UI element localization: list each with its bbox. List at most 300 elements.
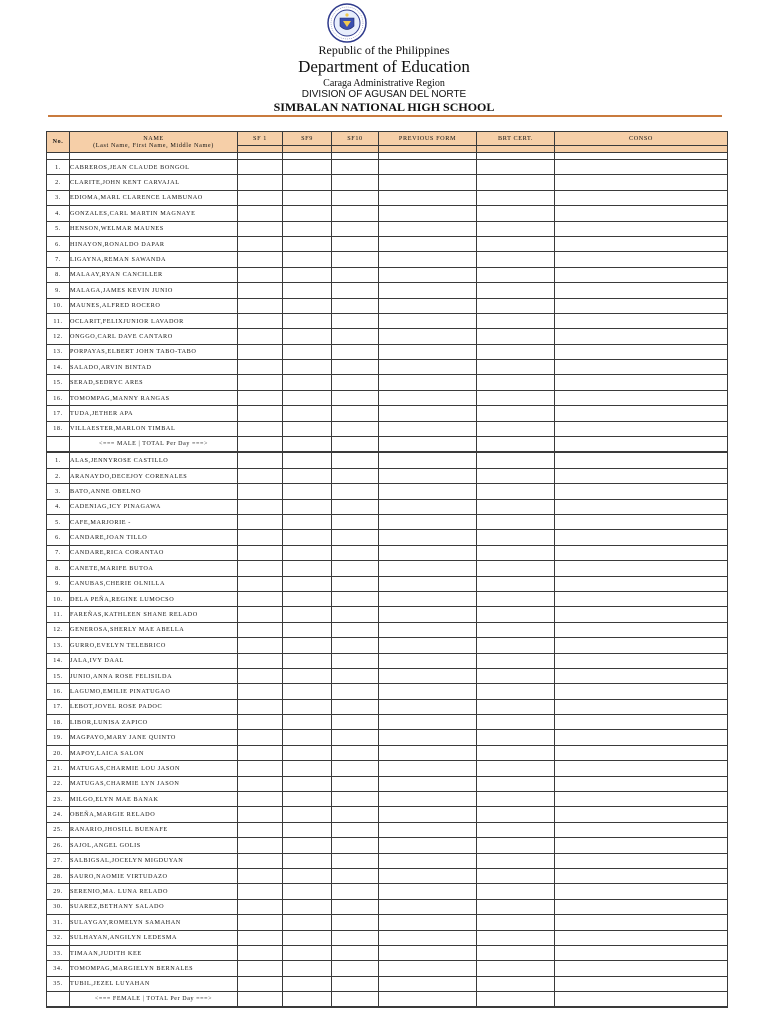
checklist-cell xyxy=(332,484,379,499)
row-number: 26. xyxy=(47,838,70,853)
student-name: ALAS,JENNYROSE CASTILLO xyxy=(70,452,238,468)
checklist-cell xyxy=(555,745,728,760)
checklist-cell xyxy=(555,807,728,822)
column-subheader xyxy=(238,146,283,153)
checklist-cell xyxy=(555,530,728,545)
student-row xyxy=(47,545,728,560)
checklist-cell xyxy=(555,945,728,960)
region-heading: Caraga Administrative Region xyxy=(323,78,445,89)
row-number: 9. xyxy=(47,283,70,298)
checklist-cell xyxy=(477,884,555,899)
checklist-cell xyxy=(238,745,283,760)
checklist-cell xyxy=(555,545,728,560)
checklist-cell xyxy=(477,283,555,298)
student-row xyxy=(47,961,728,976)
checklist-cell xyxy=(283,684,332,699)
total-cell xyxy=(555,992,728,1008)
row-number: 32. xyxy=(47,930,70,945)
checklist-cell xyxy=(238,868,283,883)
checklist-cell xyxy=(283,868,332,883)
checklist-cell xyxy=(555,868,728,883)
student-name: DELA PEÑA,REGINE LUMOCSO xyxy=(70,591,238,606)
row-number: 16. xyxy=(47,390,70,405)
checklist-cell xyxy=(332,915,379,930)
student-name: GONZALES,CARL MARTIN MAGNAYE xyxy=(70,206,238,221)
column-header-name-subtitle: (Last Name, First Name, Middle Name) xyxy=(93,142,214,149)
checklist-cell xyxy=(555,360,728,375)
student-name: SUAREZ,BETHANY SALADO xyxy=(70,899,238,914)
student-row xyxy=(47,576,728,591)
student-row xyxy=(47,838,728,853)
student-name: SALADO,ARVIN BINTAD xyxy=(70,360,238,375)
checklist-cell xyxy=(238,622,283,637)
column-header-name-title: NAME xyxy=(143,135,164,142)
student-name: TOMOMPAG,MARGIELYN BERNALES xyxy=(70,961,238,976)
checklist-cell xyxy=(477,976,555,991)
student-row xyxy=(47,514,728,529)
student-row xyxy=(47,190,728,205)
student-name: SULHAYAN,ANGILYN LEDESMA xyxy=(70,930,238,945)
checklist-cell xyxy=(555,915,728,930)
checklist-cell xyxy=(283,545,332,560)
student-row xyxy=(47,745,728,760)
female-total-row-label: <=== FEMALE | TOTAL Per Day ===> xyxy=(70,992,238,1008)
row-number: 34. xyxy=(47,961,70,976)
checklist-cell xyxy=(332,884,379,899)
checklist-cell xyxy=(477,945,555,960)
checklist-cell xyxy=(477,175,555,190)
checklist-cell xyxy=(332,668,379,683)
checklist-cell xyxy=(283,390,332,405)
checklist-cell xyxy=(477,375,555,390)
total-cell xyxy=(238,992,283,1008)
checklist-cell xyxy=(283,561,332,576)
checklist-cell xyxy=(238,945,283,960)
student-row xyxy=(47,761,728,776)
checklist-cell xyxy=(238,175,283,190)
checklist-cell xyxy=(332,961,379,976)
student-row xyxy=(47,792,728,807)
row-number: 2. xyxy=(47,468,70,483)
student-name: TOMOMPAG,MANNY RANGAS xyxy=(70,390,238,405)
total-cell xyxy=(379,992,477,1008)
checklist-cell xyxy=(332,622,379,637)
student-row xyxy=(47,822,728,837)
checklist-cell xyxy=(238,576,283,591)
department-heading: Department of Education xyxy=(298,57,470,76)
checklist-cell xyxy=(283,976,332,991)
checklist-cell xyxy=(477,514,555,529)
column-header-previous-form: PREVIOUS FORM xyxy=(379,132,477,146)
row-number: 6. xyxy=(47,530,70,545)
student-row xyxy=(47,591,728,606)
checklist-cell xyxy=(238,961,283,976)
checklist-cell xyxy=(555,853,728,868)
student-row xyxy=(47,499,728,514)
checklist-cell xyxy=(379,421,477,436)
checklist-cell xyxy=(379,390,477,405)
checklist-cell xyxy=(283,668,332,683)
checklist-cell xyxy=(555,838,728,853)
checklist-cell xyxy=(238,776,283,791)
student-row xyxy=(47,607,728,622)
checklist-cell xyxy=(238,699,283,714)
student-name: CABREROS,JEAN CLAUDE BONGOL xyxy=(70,160,238,175)
checklist-cell xyxy=(555,175,728,190)
total-cell xyxy=(555,437,728,453)
row-number: 12. xyxy=(47,622,70,637)
student-name: OCLARIT,FELIXJUNIOR LAVADOR xyxy=(70,313,238,328)
checklist-cell xyxy=(555,591,728,606)
checklist-cell xyxy=(283,822,332,837)
row-number: 29. xyxy=(47,884,70,899)
header-divider xyxy=(48,115,722,117)
school-name: SIMBALAN NATIONAL HIGH SCHOOL xyxy=(273,100,495,114)
checklist-cell xyxy=(332,607,379,622)
checklist-cell xyxy=(238,899,283,914)
row-number: 14. xyxy=(47,360,70,375)
checklist-cell xyxy=(379,561,477,576)
checklist-cell xyxy=(477,761,555,776)
checklist-cell xyxy=(238,390,283,405)
checklist-cell xyxy=(555,884,728,899)
checklist-cell xyxy=(379,730,477,745)
checklist-cell xyxy=(379,792,477,807)
student-name: CAFE,MARJORIE - xyxy=(70,514,238,529)
checklist-cell xyxy=(283,421,332,436)
checklist-cell xyxy=(555,976,728,991)
student-name: CADENIAG,ICY PINAGAWA xyxy=(70,499,238,514)
checklist-cell xyxy=(332,945,379,960)
checklist-cell xyxy=(477,252,555,267)
student-row xyxy=(47,344,728,359)
student-name: MAUNES,ALFRED ROCERO xyxy=(70,298,238,313)
student-row xyxy=(47,452,728,468)
checklist-cell xyxy=(477,961,555,976)
student-row xyxy=(47,360,728,375)
checklist-cell xyxy=(283,452,332,468)
student-name: MAPOY,LAICA SALON xyxy=(70,745,238,760)
student-name: RANARIO,JHOSILL BUENAFE xyxy=(70,822,238,837)
checklist-cell xyxy=(238,822,283,837)
checklist-cell xyxy=(238,283,283,298)
student-row xyxy=(47,267,728,282)
checklist-cell xyxy=(283,745,332,760)
checklist-cell xyxy=(555,638,728,653)
checklist-cell xyxy=(332,699,379,714)
checklist-cell xyxy=(379,576,477,591)
checklist-cell xyxy=(379,252,477,267)
checklist-cell xyxy=(238,329,283,344)
student-row xyxy=(47,206,728,221)
row-number: 16. xyxy=(47,684,70,699)
checklist-cell xyxy=(283,360,332,375)
checklist-cell xyxy=(238,160,283,175)
student-row xyxy=(47,390,728,405)
checklist-cell xyxy=(379,822,477,837)
column-subheader xyxy=(283,146,332,153)
student-name: GENEROSA,SHERLY MAE ABELLA xyxy=(70,622,238,637)
checklist-cell xyxy=(379,899,477,914)
male-total-row-label: <=== MALE | TOTAL Per Day ===> xyxy=(70,437,238,453)
checklist-cell xyxy=(238,653,283,668)
checklist-cell xyxy=(477,807,555,822)
checklist-cell xyxy=(283,591,332,606)
checklist-cell xyxy=(477,607,555,622)
checklist-cell xyxy=(332,175,379,190)
checklist-cell xyxy=(238,206,283,221)
checklist-cell xyxy=(555,313,728,328)
checklist-cell xyxy=(283,499,332,514)
checklist-cell xyxy=(379,915,477,930)
checklist-cell xyxy=(477,776,555,791)
row-number: 15. xyxy=(47,375,70,390)
checklist-cell xyxy=(238,792,283,807)
column-header-sf10: SF10 xyxy=(332,132,379,146)
row-number: 31. xyxy=(47,915,70,930)
checklist-cell xyxy=(379,514,477,529)
total-cell xyxy=(332,992,379,1008)
row-number: 1. xyxy=(47,452,70,468)
checklist-cell xyxy=(379,406,477,421)
student-row xyxy=(47,899,728,914)
student-row xyxy=(47,329,728,344)
checklist-cell xyxy=(379,807,477,822)
student-row xyxy=(47,884,728,899)
checklist-cell xyxy=(283,406,332,421)
checklist-cell xyxy=(283,160,332,175)
checklist-cell xyxy=(477,406,555,421)
row-number: 10. xyxy=(47,591,70,606)
checklist-cell xyxy=(332,375,379,390)
checklist-cell xyxy=(477,530,555,545)
checklist-cell xyxy=(555,607,728,622)
checklist-cell xyxy=(379,452,477,468)
checklist-cell xyxy=(238,267,283,282)
row-number: 7. xyxy=(47,252,70,267)
student-name: TIMAAN,JUDITH KEE xyxy=(70,945,238,960)
student-row xyxy=(47,915,728,930)
checklist-cell xyxy=(379,868,477,883)
student-name: CANETE,MARIFE BUTOA xyxy=(70,561,238,576)
student-row xyxy=(47,930,728,945)
total-cell xyxy=(283,992,332,1008)
checklist-cell xyxy=(379,313,477,328)
total-cell xyxy=(238,437,283,453)
checklist-cell xyxy=(379,298,477,313)
checklist-cell xyxy=(477,160,555,175)
checklist-cell xyxy=(379,375,477,390)
checklist-cell xyxy=(238,668,283,683)
student-name: MALAGA,JAMES KEVIN JUNIO xyxy=(70,283,238,298)
checklist-cell xyxy=(283,313,332,328)
student-name: HINAYON,RONALDO DAPAR xyxy=(70,236,238,251)
student-row xyxy=(47,945,728,960)
checklist-cell xyxy=(283,622,332,637)
row-number: 35. xyxy=(47,976,70,991)
checklist-cell xyxy=(379,607,477,622)
checklist-cell xyxy=(379,499,477,514)
checklist-cell xyxy=(332,715,379,730)
row-number: 11. xyxy=(47,607,70,622)
row-number: 33. xyxy=(47,945,70,960)
student-name: JUNIO,ANNA ROSE FELISILDA xyxy=(70,668,238,683)
student-name: PORPAYAS,ELBERT JOHN TABO-TABO xyxy=(70,344,238,359)
checklist-cell xyxy=(332,838,379,853)
checklist-cell xyxy=(332,976,379,991)
checklist-cell xyxy=(555,267,728,282)
checklist-cell xyxy=(477,236,555,251)
checklist-cell xyxy=(477,190,555,205)
checklist-cell xyxy=(555,961,728,976)
checklist-cell xyxy=(332,853,379,868)
student-name: ARANAYDO,DECEJOY CORENALES xyxy=(70,468,238,483)
checklist-cell xyxy=(379,591,477,606)
spacer-row xyxy=(47,153,728,160)
checklist-cell xyxy=(238,360,283,375)
checklist-cell xyxy=(332,390,379,405)
checklist-cell xyxy=(379,699,477,714)
student-name: SALBIGSAL,JOCELYN MIGDUYAN xyxy=(70,853,238,868)
checklist-cell xyxy=(555,499,728,514)
checklist-cell xyxy=(379,622,477,637)
checklist-cell xyxy=(283,484,332,499)
checklist-cell xyxy=(283,838,332,853)
checklist-cell xyxy=(283,961,332,976)
checklist-cell xyxy=(332,468,379,483)
row-number: 18. xyxy=(47,715,70,730)
checklist-cell xyxy=(555,390,728,405)
checklist-cell xyxy=(332,792,379,807)
checklist-cell xyxy=(555,514,728,529)
checklist-cell xyxy=(477,221,555,236)
student-name: HENSON,WELMAR MAUNES xyxy=(70,221,238,236)
checklist-cell xyxy=(379,221,477,236)
checklist-cell xyxy=(238,684,283,699)
checklist-cell xyxy=(238,313,283,328)
student-name: JALA,IVY DAAL xyxy=(70,653,238,668)
student-name: LEBOT,JOVEL ROSE PADOC xyxy=(70,699,238,714)
row-number: 19. xyxy=(47,730,70,745)
checklist-cell xyxy=(283,807,332,822)
checklist-cell xyxy=(283,730,332,745)
student-roster-table xyxy=(46,131,728,1008)
checklist-cell xyxy=(332,761,379,776)
checklist-cell xyxy=(332,561,379,576)
column-subheader xyxy=(477,146,555,153)
checklist-cell xyxy=(238,344,283,359)
checklist-cell xyxy=(283,715,332,730)
checklist-cell xyxy=(332,868,379,883)
row-number: 6. xyxy=(47,236,70,251)
checklist-cell xyxy=(555,221,728,236)
checklist-cell xyxy=(379,961,477,976)
checklist-cell xyxy=(379,236,477,251)
student-name: SAJOL,ANGEL GOLIS xyxy=(70,838,238,853)
row-number: 20. xyxy=(47,745,70,760)
checklist-cell xyxy=(238,715,283,730)
checklist-cell xyxy=(332,252,379,267)
checklist-cell xyxy=(477,853,555,868)
checklist-cell xyxy=(477,267,555,282)
checklist-cell xyxy=(477,206,555,221)
checklist-cell xyxy=(283,899,332,914)
checklist-cell xyxy=(283,252,332,267)
checklist-cell xyxy=(238,252,283,267)
checklist-cell xyxy=(332,452,379,468)
student-name: SAURO,NAOMIE VIRTUDAZO xyxy=(70,868,238,883)
row-number: 27. xyxy=(47,853,70,868)
female-total-row xyxy=(47,992,728,1008)
checklist-cell xyxy=(555,930,728,945)
row-number: 15. xyxy=(47,668,70,683)
checklist-cell xyxy=(332,221,379,236)
checklist-cell xyxy=(555,622,728,637)
checklist-cell xyxy=(555,206,728,221)
checklist-cell xyxy=(283,267,332,282)
row-number: 28. xyxy=(47,868,70,883)
checklist-cell xyxy=(238,499,283,514)
checklist-cell xyxy=(477,822,555,837)
column-header-conso: CONSO xyxy=(555,132,728,146)
checklist-cell xyxy=(238,807,283,822)
total-cell xyxy=(477,437,555,453)
checklist-cell xyxy=(477,715,555,730)
student-row xyxy=(47,653,728,668)
checklist-cell xyxy=(332,406,379,421)
checklist-cell xyxy=(332,822,379,837)
checklist-cell xyxy=(477,699,555,714)
checklist-cell xyxy=(379,653,477,668)
student-row xyxy=(47,175,728,190)
checklist-cell xyxy=(477,638,555,653)
checklist-cell xyxy=(238,221,283,236)
checklist-cell xyxy=(283,206,332,221)
checklist-cell xyxy=(238,561,283,576)
checklist-cell xyxy=(555,421,728,436)
checklist-cell xyxy=(283,915,332,930)
checklist-cell xyxy=(477,622,555,637)
column-header-no: No. xyxy=(47,132,70,153)
checklist-cell xyxy=(555,160,728,175)
checklist-cell xyxy=(555,329,728,344)
checklist-cell xyxy=(477,591,555,606)
row-number: 17. xyxy=(47,406,70,421)
checklist-cell xyxy=(477,684,555,699)
checklist-cell xyxy=(477,468,555,483)
checklist-cell xyxy=(477,421,555,436)
checklist-cell xyxy=(283,930,332,945)
student-name: MATUGAS,CHARMIE LYN JASON xyxy=(70,776,238,791)
student-row xyxy=(47,252,728,267)
student-row xyxy=(47,976,728,991)
checklist-cell xyxy=(283,514,332,529)
row-number: 8. xyxy=(47,561,70,576)
checklist-cell xyxy=(238,298,283,313)
checklist-cell xyxy=(555,899,728,914)
checklist-cell xyxy=(332,206,379,221)
checklist-cell xyxy=(238,545,283,560)
student-row xyxy=(47,283,728,298)
student-row xyxy=(47,622,728,637)
student-row xyxy=(47,868,728,883)
checklist-cell xyxy=(379,468,477,483)
checklist-cell xyxy=(555,653,728,668)
checklist-cell xyxy=(283,375,332,390)
row-number: 30. xyxy=(47,899,70,914)
male-total-row xyxy=(47,437,728,453)
checklist-cell xyxy=(283,638,332,653)
